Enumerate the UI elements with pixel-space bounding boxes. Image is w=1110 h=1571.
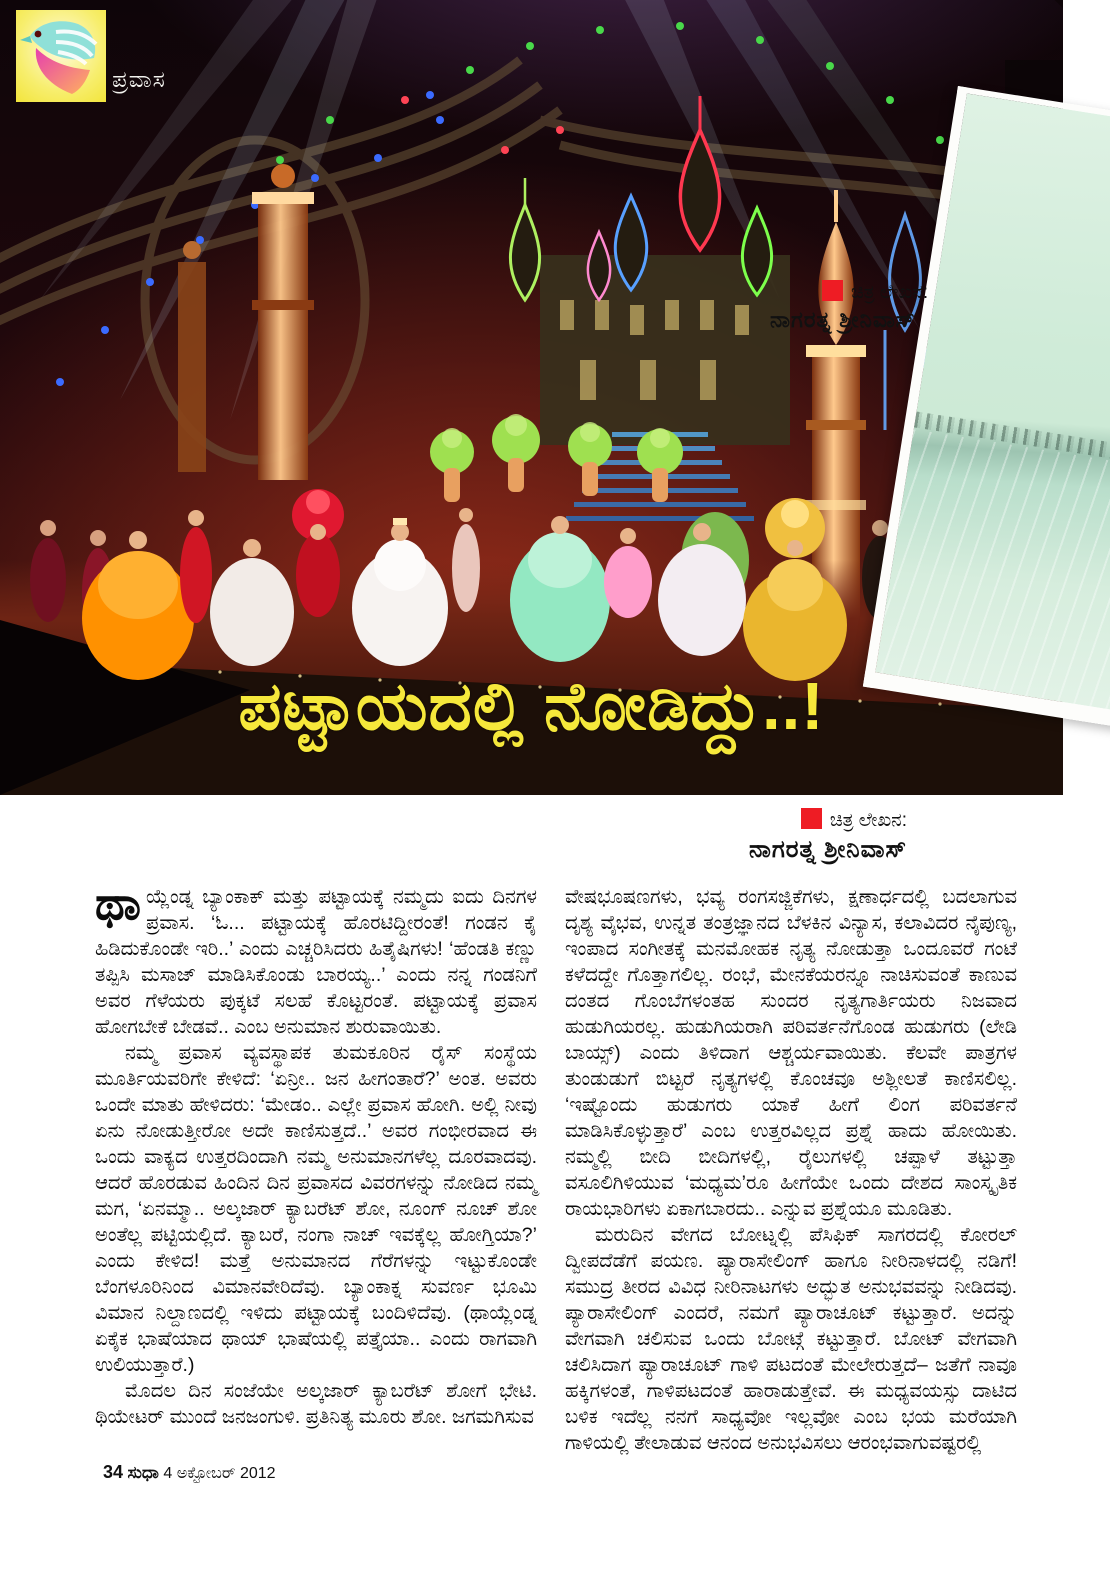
headline: ಪಟ್ಟಾಯದಲ್ಲಿ ನೋಡಿದ್ದು..! (238, 669, 825, 744)
section-label: ಪ್ರವಾಸ (112, 66, 166, 92)
bird-logo (16, 10, 106, 102)
photo-credit-overlay (770, 280, 928, 334)
bird-logo-graphic (16, 10, 106, 102)
body-paragraph: ನಮ್ಮ ಪ್ರವಾಸ ವ್ಯವಸ್ಥಾಪಕ ತುಮಕೂರಿನ ರೈಸ್ ಸಂಸ್ಥೆಯ ಮೂರ್ತಿಯವರಿಗೇ ಕೇಳಿದೆ: ‘ಏನ್ರೀ.. ಜನ ಹೀಗಂತಾರೆ?’ ಅಂತ. ಅವರು ಒಂದೇ ಮಾತು ಹೇಳಿದರು: ‘ಮೇಡಂ.. ಎಲ್ಲೇ ಪ್ರವಾಸ ಹೋಗಿ. ಅಲ್ಲಿ ನೀವು ಏನು ನೋಡುತ್ತೀರೋ ಅದೇ ಕಾಣಿಸುತ್ತದೆ..’ ಅವರ ಗಂಭೀರವಾದ ಈ ಒಂದು ವಾಕ್ಯದ ಉತ್ತರದಿಂದಾಗಿ ನಮ್ಮ ಅನುಮಾನಗಳೆಲ್ಲ ದೂರವಾದವು. ಆದರೆ ಹೊರಡುವ ಹಿಂದಿನ ದಿನ ಪ್ರವಾಸದ ವಿವರಗಳನ್ನು ನೋಡಿದ ನಮ್ಮ ಮಗ, ‘ಏನಮ್ಮಾ.. ಅಲ್ಕಜಾರ್ ಕ್ಯಾಬರೆಟ್ ಶೋ, ನೂಂಗ್ ನೂಚ್ ಶೋ ಅಂತೆಲ್ಲ ಪಟ್ಟಿಯಲ್ಲಿದೆ. ಕ್ಯಾಬರೆ, ನಂಗಾ ನಾಚ್ ಇವಕ್ಕೆಲ್ಲ ಹೋಗ್ತಿಯಾ?’ ಎಂದು ಕೇಳಿದ! ಮತ್ತೆ ಅನುಮಾನದ ಗೆರೆಗಳನ್ನು ಇಟ್ಟುಕೊಂಡೇ ಬೆಂಗಳೂರಿನಿಂದ ವಿಮಾನವೇರಿದೆವು. ಬ್ಯಾಂಕಾಕ್ನ ಸುವರ್ಣ ಭೂಮಿ ವಿಮಾನ ನಿಲ್ದಾಣದಲ್ಲಿ ಇಳಿದು ಪಟ್ಟಾಯಕ್ಕೆ ಬಂದಿಳಿದೆವು. (ಥಾಯ್ಲೆಂಡ್ನ ಏಕೈಕ ಭಾಷೆಯಾದ ಥಾಯ್ ಭಾಷೆಯಲ್ಲಿ ಪತ್ತೈಯಾ.. ಎಂದು ರಾಗವಾಗಿ ಉಲಿಯುತ್ತಾರೆ.) (95, 1042, 537, 1376)
byline (749, 808, 907, 866)
byline-label-line (749, 808, 907, 834)
issue-date: 4 ಅಕ್ಟೋಬರ್ 2012 (163, 1465, 276, 1482)
byline-label: ಚಿತ್ರ ಲೇಖನ: (829, 810, 907, 831)
red-square-icon (822, 280, 843, 301)
magazine-name: ಸುಧಾ (127, 1463, 159, 1482)
byline-author: ನಾಗರತ್ನ ಶ್ರೀನಿವಾಸ್ (749, 835, 907, 863)
body-paragraph: ಮೊದಲ ದಿನ ಸಂಜೆಯೇ ಅಲ್ಕಜಾರ್ ಕ್ಯಾಬರೆಟ್ ಶೋಗೆ ಭೇಟಿ. ಥಿಯೇಟರ್ ಮುಂದೆ ಜನಜಂಗುಳಿ. ಪ್ರತಿನಿತ್ಯ ಮೂರು ಶೋ. ಜಗಮಗಿಸುವ (95, 1380, 537, 1428)
page-number: 34 (103, 1462, 124, 1482)
article-column-1 (95, 877, 537, 1456)
drop-cap: ಥಾ (95, 877, 141, 929)
article-body (95, 877, 1017, 1456)
body-paragraph: ಥಾಯ್ಲೆಂಡ್ನ ಬ್ಯಾಂಕಾಕ್ ಮತ್ತು ಪಟ್ಟಾಯಕ್ಕೆ ನಮ್ಮದು ಐದು ದಿನಗಳ ಪ್ರವಾಸ. ‘ಓ... ಪಟ್ಟಾಯಕ್ಕೆ ಹೊರಟಿದ್ದೀರಂತೆ! ಗಂಡನ ಕೈ ಹಿಡಿದುಕೊಂಡೇ ಇರಿ..’ ಎಂದು ಎಚ್ಚರಿಸಿದರು ಹಿತೈಷಿಗಳು! ‘ಹೆಂಡತಿ ಕಣ್ಣು ತಪ್ಪಿಸಿ ಮಸಾಜ್ ಮಾಡಿಸಿಕೊಂಡು ಬಾರಯ್ಯ..’ ಎಂದು ನನ್ನ ಗಂಡನಿಗೆ ಅವರ ಗೆಳೆಯರು ಪುಕ್ಕಟೆ ಸಲಹೆ ಕೊಟ್ಟರಂತೆ. ಪಟ್ಟಾಯಕ್ಕೆ ಪ್ರವಾಸ ಹೋಗಬೇಕೆ ಬೇಡವೆ.. ಎಂಬ ಅನುಮಾನ ಶುರುವಾಯಿತು. (95, 877, 537, 1038)
body-paragraph: ಮರುದಿನ ವೇಗದ ಬೋಟ್ನಲ್ಲಿ ಪೆಸಿಫಿಕ್ ಸಾಗರದಲ್ಲಿ ಕೋರಲ್ ದ್ವೀಪದೆಡೆಗೆ ಪಯಣ. ಪ್ಯಾರಾಸೇಲಿಂಗ್ ಹಾಗೂ ನೀರಿನಾಳದಲ್ಲಿ ನಡಿಗೆ! ಸಮುದ್ರ ತೀರದ ವಿವಿಧ ನೀರಿನಾಟಗಳು ಅದ್ಭುತ ಅನುಭವವನ್ನು ನೀಡಿದವು. ಪ್ಯಾರಾಸೇಲಿಂಗ್ ಎಂದರೆ, ನಮಗೆ ಪ್ಯಾರಾಚೂಟ್ ಕಟ್ಟುತ್ತಾರೆ. ಅದನ್ನು ವೇಗವಾಗಿ ಚಲಿಸುವ ಒಂದು ಬೋಟ್ಗೆ ಕಟ್ಟುತ್ತಾರೆ. ಬೋಟ್ ವೇಗವಾಗಿ ಚಲಿಸಿದಾಗ ಪ್ಯಾರಾಚೂಟ್ ಗಾಳಿ ಪಟದಂತೆ ಮೇಲೇರುತ್ತದೆ– ಜತೆಗೆ ನಾವೂ ಹಕ್ಕಿಗಳಂತೆ, ಗಾಳಿಪಟದಂತೆ ಹಾರಾಡುತ್ತೇವೆ. ಈ ಮಧ್ಯವಯಸ್ಸು ದಾಟಿದ ಬಳಿಕ ಇದೆಲ್ಲ ನನಗೆ ಸಾಧ್ಯವೋ ಇಲ್ಲವೋ ಎಂಬ ಭಯ ಮರೆಯಾಗಿ ಗಾಳಿಯಲ್ಲಿ ತೇಲಾಡುವ ಆನಂದ ಅನುಭವಿಸಲು ಆರಂಭವಾಗುವಷ್ಟರಲ್ಲಿ (565, 1224, 1017, 1454)
photo-credit-label: ಚಿತ್ರ ಲೇಖನ: (851, 282, 929, 303)
body-paragraph: ವೇಷಭೂಷಣಗಳು, ಭವ್ಯ ರಂಗಸಜ್ಜಿಕೆಗಳು, ಕ್ಷಣಾರ್ಧದಲ್ಲಿ ಬದಲಾಗುವ ದೃಶ್ಯ ವೈಭವ, ಉನ್ನತ ತಂತ್ರಜ್ಞಾನದ ಬೆಳಕಿನ ವಿನ್ಯಾಸ, ಕಲಾವಿದರ ನೈಪುಣ್ಯ, ಇಂಪಾದ ಸಂಗೀತಕ್ಕೆ ಮನಮೋಹಕ ನೃತ್ಯ ನೋಡುತ್ತಾ ಒಂದೂವರೆ ಗಂಟೆ ಕಳೆದದ್ದೇ ಗೊತ್ತಾಗಲಿಲ್ಲ. ರಂಭೆ, ಮೇನಕೆಯರನ್ನೂ ನಾಚಿಸುವಂತೆ ಕಾಣುವ ದಂತದ ಗೊಂಬೆಗಳಂತಹ ಸುಂದರ ನೃತ್ಯಗಾರ್ತಿಯರು ನಿಜವಾದ ಹುಡುಗಿಯರಲ್ಲ. ಹುಡುಗಿಯರಾಗಿ ಪರಿವರ್ತನೆಗೊಂಡ ಹುಡುಗರು (ಲೇಡಿ ಬಾಯ್ಸ್) ಎಂದು ತಿಳಿದಾಗ ಆಶ್ಚರ್ಯವಾಯಿತು. ಕೆಲವೇ ಪಾತ್ರಗಳ ತುಂಡುಡುಗೆ ಬಿಟ್ಟರೆ ನೃತ್ಯಗಳಲ್ಲಿ ಕೊಂಚವೂ ಅಶ್ಲೀಲತೆ ಕಾಣಿಸಲಿಲ್ಲ. ‘ಇಷ್ಟೊಂದು ಹುಡುಗರು ಯಾಕೆ ಹೀಗೆ ಲಿಂಗ ಪರಿವರ್ತನೆ ಮಾಡಿಸಿಕೊಳ್ಳುತ್ತಾರೆ’ ಎಂಬ ಉತ್ತರವಿಲ್ಲದ ಪ್ರಶ್ನೆ ಹಾದು ಹೋಯಿತು. ನಮ್ಮಲ್ಲಿ ಬೀದಿ ಬೀದಿಗಳಲ್ಲಿ, ರೈಲುಗಳಲ್ಲಿ ಚಪ್ಪಾಳೆ ತಟ್ಟುತ್ತಾ ವಸೂಲಿಗಿಳಿಯುವ ‘ಮಧ್ಯಮ’ರೂ ಹೀಗೆಯೇ ಒಂದು ದೇಶದ ಸಾಂಸ್ಕೃತಿಕ ರಾಯಭಾರಿಗಳು ಏಕಾಗಬಾರದು.. ಎನ್ನುವ ಪ್ರಶ್ನೆಯೂ ಮೂಡಿತು. (565, 886, 1017, 1220)
article-column-2 (565, 884, 1017, 1456)
page-footer (103, 1462, 276, 1483)
red-square-icon (801, 808, 822, 829)
photo-credit-label-line (770, 280, 928, 306)
photo-credit-author: ನಾಗರತ್ನ ಶ್ರೀನಿವಾಸ್ (770, 306, 916, 332)
